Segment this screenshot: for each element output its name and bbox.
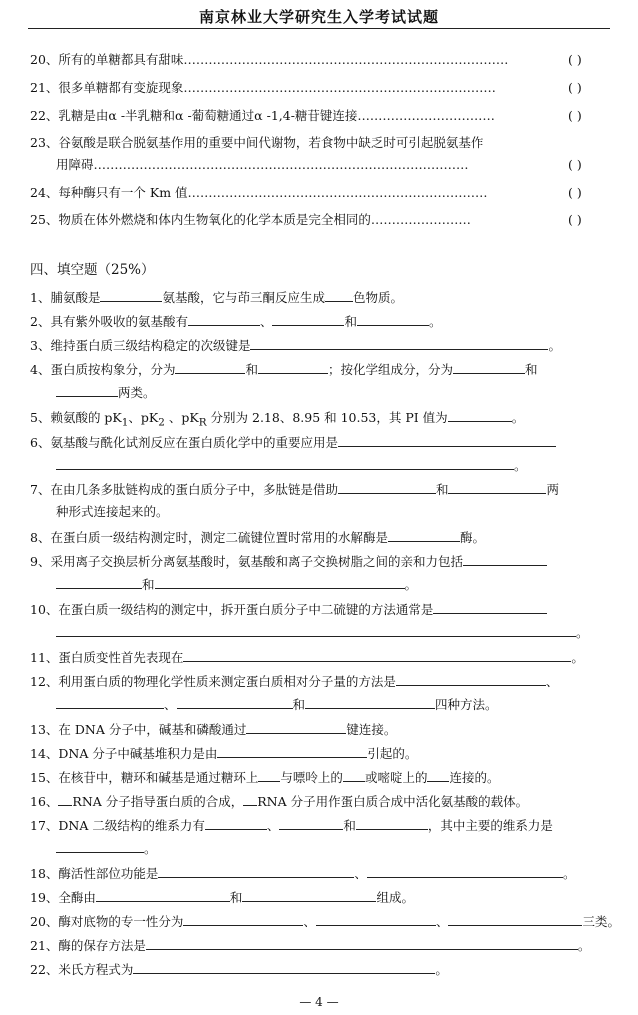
fill-q5: 5、赖氨酸的 $pK_1$、$pK_2$ 、$pK_R$ 分别为 2.18、8.95 和 10.53，其 PI 值为 。 (30, 410, 525, 429)
blank[interactable] (338, 481, 436, 494)
blank[interactable] (133, 961, 435, 974)
header-rule (28, 28, 610, 29)
blank[interactable] (305, 696, 435, 709)
tf-item-22: 22、乳糖是由α -半乳糖和α -葡萄糖通过α -1,4-糖苷键连接…………………………… ( ) (30, 108, 582, 123)
fill-q17: 17、DNA 二级结构的维系力有 、 和 ，其中主要的维系力是 (30, 818, 553, 833)
blank[interactable] (367, 865, 563, 878)
fill-q22: 22、米氏方程式为 。 (30, 962, 448, 977)
answer-paren[interactable]: ( ) (568, 80, 582, 95)
fill-q18: 18、酶活性部位功能是 、 。 (30, 866, 576, 881)
blank[interactable] (183, 649, 571, 662)
blank[interactable] (56, 576, 142, 589)
fill-q6-cont: 。 (56, 457, 610, 474)
blank[interactable] (188, 313, 260, 326)
fill-q17-cont: 。 (56, 840, 610, 857)
blank[interactable] (56, 384, 118, 397)
blank[interactable] (56, 624, 576, 637)
blank[interactable] (246, 721, 346, 734)
blank[interactable] (356, 817, 428, 830)
blank[interactable] (343, 769, 365, 782)
blank[interactable] (155, 576, 405, 589)
blank[interactable] (205, 817, 267, 830)
tf-item-25: 25、物质在体外燃烧和体内生物氧化的化学本质是完全相同的…………………… ( ) (30, 212, 582, 227)
fill-q14: 14、DNA 分子中碱基堆积力是由 引起的。 (30, 746, 418, 761)
blank[interactable] (325, 289, 353, 302)
blank[interactable] (338, 434, 556, 447)
fill-q10-cont: 。 (56, 624, 610, 641)
fill-q10: 10、在蛋白质一级结构的测定中，拆开蛋白质分子中二硫键的方法通常是 (30, 601, 610, 618)
answer-paren[interactable]: ( ) (568, 185, 582, 200)
answer-paren[interactable]: ( ) (568, 157, 582, 172)
fill-q21: 21、酶的保存方法是 。 (30, 938, 591, 953)
fill-q3: 3、维持蛋白质三级结构稳定的次级键是 。 (30, 338, 561, 353)
blank[interactable] (58, 793, 72, 806)
fill-q6: 6、氨基酸与酰化试剂反应在蛋白质化学中的重要应用是 (30, 434, 610, 451)
fill-q16: 16、 RNA 分子指导蛋白质的合成， RNA 分子用作蛋白质合成中活化氨基酸的载体。 (30, 794, 529, 809)
blank[interactable] (396, 673, 546, 686)
blank[interactable] (448, 409, 512, 422)
blank[interactable] (250, 337, 548, 350)
blank[interactable] (272, 313, 344, 326)
fill-q20: 20、酶对底物的专一性分为 、 、 三类。 (30, 914, 620, 929)
fill-q8: 8、在蛋白质一级结构测定时，测定二硫键位置时常用的水解酶是 酶。 (30, 530, 485, 545)
blank[interactable] (448, 481, 546, 494)
answer-paren[interactable]: ( ) (568, 52, 582, 67)
blank[interactable] (96, 889, 230, 902)
fill-q12: 12、利用蛋白质的物理化学性质来测定蛋白质相对分子量的方法是 、 (30, 674, 559, 689)
fill-q9: 9、采用离子交换层析分离氨基酸时，氨基酸和离子交换树脂之间的亲和力包括 (30, 553, 610, 570)
blank[interactable] (177, 696, 293, 709)
section-4-title: 四、填空题（25%） (30, 262, 155, 278)
answer-paren[interactable]: ( ) (568, 212, 582, 227)
page-header-title: 南京林业大学研究生入学考试试题 (198, 8, 439, 26)
fill-q9-cont: 和 。 (56, 576, 610, 593)
blank[interactable] (183, 913, 303, 926)
blank[interactable] (388, 529, 460, 542)
blank[interactable] (427, 769, 449, 782)
fill-q15: 15、在核苷中，糖环和碱基是通过糖环上 与嘌呤上的 或嘧啶上的 连接的。 (30, 770, 500, 785)
fill-q4: 4、蛋白质按构象分，分为 和 ；按化学组成分，分为 和 (30, 362, 538, 377)
fill-q1: 1、脯氨酸是 氨基酸，它与茚三酮反应生成 色物质。 (30, 290, 403, 305)
blank[interactable] (100, 289, 162, 302)
blank[interactable] (258, 361, 328, 374)
blank[interactable] (316, 913, 436, 926)
blank[interactable] (242, 889, 376, 902)
fill-q13: 13、在 DNA 分子中，碱基和磷酸通过 键连接。 (30, 722, 397, 737)
tf-item-21: 21、很多单糖都有变旋现象………………………………………………………………… ( ) (30, 80, 582, 95)
blank[interactable] (56, 840, 144, 853)
blank[interactable] (279, 817, 343, 830)
fill-q2: 2、具有紫外吸收的氨基酸有 、 和 。 (30, 314, 442, 329)
blank[interactable] (56, 696, 164, 709)
page-number: — 4 — (299, 995, 339, 1009)
blank[interactable] (463, 553, 547, 566)
blank[interactable] (56, 457, 514, 470)
blank[interactable] (433, 601, 547, 614)
fill-q19: 19、全酶由 和 组成。 (30, 890, 414, 905)
blank[interactable] (146, 937, 578, 950)
blank[interactable] (217, 745, 367, 758)
fill-q7-cont: 种形式连接起来的。 (56, 504, 169, 519)
blank[interactable] (158, 865, 354, 878)
answer-paren[interactable]: ( ) (568, 108, 582, 123)
fill-q12-cont: 、 和 四种方法。 (56, 696, 610, 713)
blank[interactable] (243, 793, 257, 806)
blank[interactable] (357, 313, 429, 326)
fill-q4-cont: 两类。 (56, 384, 610, 401)
blank[interactable] (258, 769, 280, 782)
tf-item-23-cont: 用障碍……………………………………………………………………………… ( ) (56, 157, 582, 172)
tf-item-23: 23、谷氨酸是联合脱氨基作用的重要中间代谢物，若食物中缺乏时可引起脱氨基作 (30, 135, 484, 150)
blank[interactable] (175, 361, 245, 374)
tf-item-24: 24、每种酶只有一个 Km 值……………………………………………………………… ( ) (30, 185, 582, 200)
blank[interactable] (453, 361, 525, 374)
tf-item-20: 20、所有的单糖都具有甜味…………………………………………………………………… ( ) (30, 52, 582, 67)
fill-q7: 7、在由几条多肽链构成的蛋白质分子中，多肽链是借助 和 两 (30, 482, 559, 497)
blank[interactable] (448, 913, 582, 926)
fill-q11: 11、蛋白质变性首先表现在 。 (30, 650, 584, 665)
